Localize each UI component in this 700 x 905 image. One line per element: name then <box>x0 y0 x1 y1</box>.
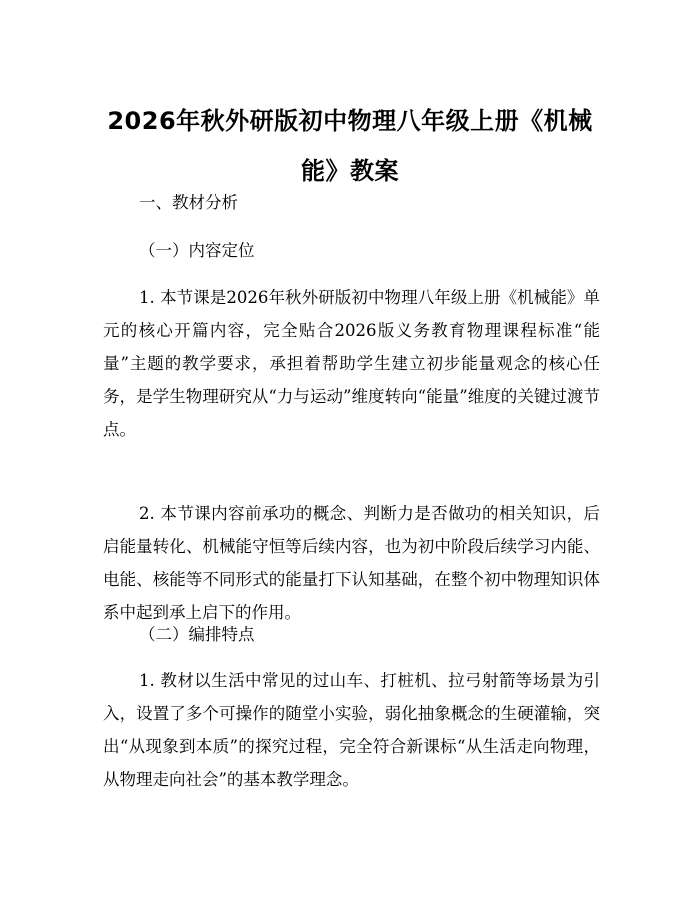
subsection-heading: （二）编排特点 <box>139 625 255 644</box>
subsection-heading: （一）内容定位 <box>139 241 255 260</box>
document-title: 2026年秋外研版初中物理八年级上册《机械能》教案 <box>107 107 593 186</box>
paragraph: 1. 本节课是2026年秋外研版初中物理八年级上册《机械能》单元的核心开篇内容，完全贴合2026版义务教育物理课程标准“能量”主题的教学要求，承担着帮助学生建立初步能量观念的核心任务，是学生物理研究从“力与运动”维度转向“能量”维度的关键过渡节点。 <box>103 288 600 439</box>
paragraph: 1. 教材以生活中常见的过山车、打桩机、拉弓射箭等场景为引入，设置了多个可操作的随堂小实验，弱化抽象概念的生硬灌输，突出“从现象到本质”的探究过程，完全符合新课标“从生活走向物理，从物理走向社会”的基本教学理念。 <box>103 671 600 789</box>
paragraph: 2. 本节课内容前承功的概念、判断力是否做功的相关知识，后启能量转化、机械能守恒等后续内容，也为初中阶段后续学习内能、电能、核能等不同形式的能量打下认知基础，在整个初中物理知识体系中起到承上启下的作用。 <box>103 504 600 622</box>
section-heading: 一、教材分析 <box>139 193 238 212</box>
